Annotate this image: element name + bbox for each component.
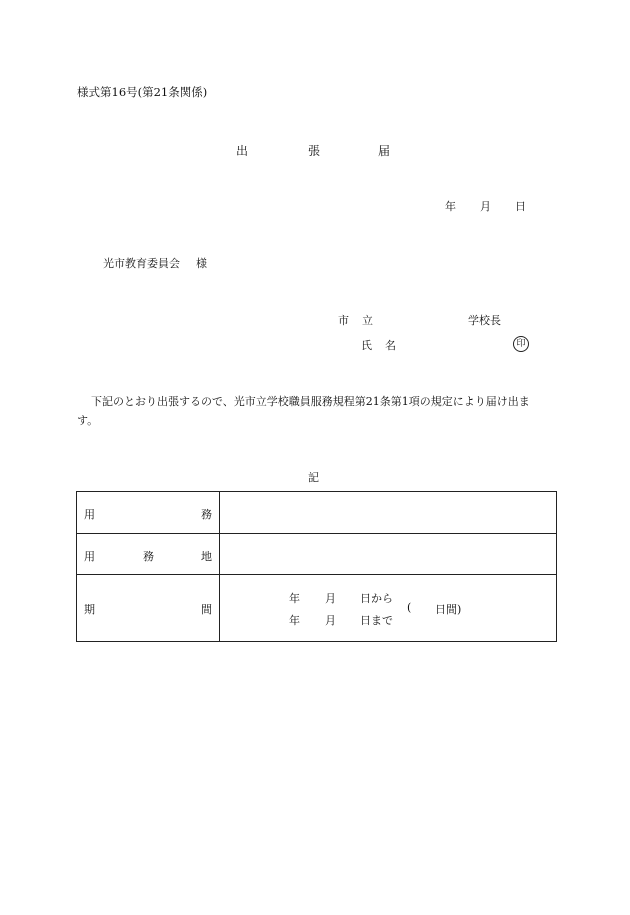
row-label-destination [77, 534, 219, 574]
addressee-honorific: 様 [196, 257, 207, 270]
row1-char-2: 務 [201, 508, 212, 521]
row3-char-1: 期 [84, 603, 95, 616]
period-to-day: 日まで [360, 614, 393, 627]
row-label-business [77, 492, 219, 533]
body-line-2: す。 [77, 414, 99, 427]
row2-char-2: 務 [143, 550, 154, 563]
period-from-month: 月 [325, 592, 336, 605]
row2-char-1: 用 [84, 550, 95, 563]
row3-char-2: 間 [201, 603, 212, 616]
sender-shi: 氏 [361, 339, 372, 352]
row2-char-3: 地 [201, 550, 212, 563]
period-from-year: 年 [289, 592, 300, 605]
detail-table [76, 491, 557, 642]
period-days: 日間) [435, 603, 462, 616]
seal-mark: 印 [513, 336, 529, 352]
ki-label: 記 [308, 471, 319, 484]
date-month: 月 [480, 200, 491, 213]
sender-role: 学校長 [468, 314, 501, 327]
period-paren-open: ( [407, 601, 412, 614]
period-from-day: 日から [360, 592, 393, 605]
period-to-year: 年 [289, 614, 300, 627]
date-year: 年 [445, 200, 456, 213]
sender-ritsu: 立 [362, 314, 373, 327]
table-row-destination [77, 533, 556, 574]
sender-city: 市 [338, 314, 349, 327]
row-label-period [77, 575, 219, 641]
addressee-name: 光市教育委員会 [103, 257, 180, 270]
table-row-business [77, 492, 556, 533]
title-char-3: 届 [378, 144, 391, 158]
row1-char-1: 用 [84, 508, 95, 521]
title-char-2: 張 [308, 144, 321, 158]
table-row-period [77, 574, 556, 641]
date-day: 日 [515, 200, 526, 213]
sender-mei: 名 [385, 339, 396, 352]
form-number: 様式第16号(第21条関係) [77, 85, 208, 99]
title-char-1: 出 [236, 144, 249, 158]
body-line-1: 下記のとおり出張するので、光市立学校職員服務規程第21条第1項の規定により届け出ま [91, 395, 530, 408]
period-to-month: 月 [325, 614, 336, 627]
